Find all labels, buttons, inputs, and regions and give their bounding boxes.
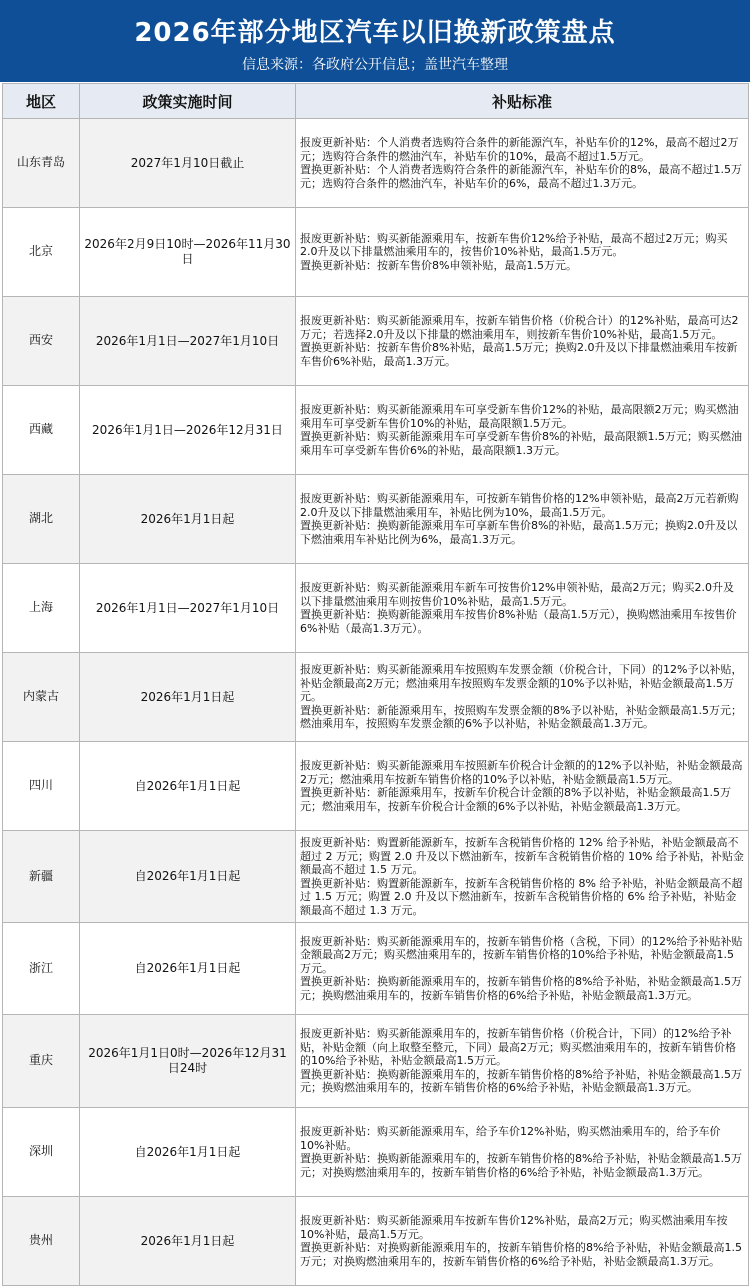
column-header-region: 地区 — [3, 84, 80, 119]
region-cell: 湖北 — [3, 475, 80, 564]
policy-time-cell: 2026年1月1日起 — [80, 653, 296, 742]
replacement-subsidy-text: 置换更新补贴：对换购新能源乘用车的，按新车销售价格的8%给予补贴，补贴金额最高1.5万元；对换购燃油乘用车的，按新车销售价格的6%给予补贴，补贴金额最高1.3万元。 — [300, 1241, 742, 1268]
scrap-subsidy-text: 报废更新补贴：购置新能源新车，按新车含税销售价格的 12% 给予补贴，补贴金额最高不超过 2 万元；购置 2.0 升及以下燃油新车，按新车含税销售价格的 10% 给予补贴，补贴金额最高不超过 1.5 万元。 — [300, 836, 744, 876]
replacement-subsidy-text: 置换更新补贴：购置新能源新车，按新车含税销售价格的 8% 给予补贴，补贴金额最高不超过 1.5 万元；购置 2.0 升及以下燃油新车，按新车含税销售价格的 6% 给予补贴，补贴金额最高不超过 1.3 万元。 — [300, 876, 743, 917]
replacement-subsidy-text: 置换更新补贴：换购新能源乘用车的，按新车销售价格的8%给予补贴，补贴金额最高1.5万元；换购燃油乘用车的，按新车销售价格的6%给予补贴，补贴金额最高1.3万元。 — [300, 975, 742, 1002]
subsidy-standard-cell — [296, 1108, 749, 1197]
scrap-subsidy-text: 报废更新补贴：购买新能源乘用车按照购车发票金额（价税合计，下同）的12%予以补贴，补贴金额最高2万元；燃油乘用车按照购车发票金额的10%予以补贴，补贴金额最高1.5万元。 — [300, 663, 743, 704]
replacement-subsidy-text: 置换更新补贴：换购新能源乘用车按售价8%补贴（最高1.5万元），换购燃油乘用车按售价6%补贴（最高1.3万元）。 — [300, 608, 737, 635]
policy-time-cell: 2026年1月1日—2027年1月10日 — [80, 564, 296, 653]
subsidy-standard-cell — [296, 475, 749, 564]
replacement-subsidy-text: 置换更新补贴：新能源乘用车，按新车价税合计金额的8%予以补贴，补贴金额最高1.5万元；燃油乘用车，按新车价税合计金额的6%予以补贴，补贴金额最高1.3万元。 — [300, 786, 731, 813]
region-cell: 贵州 — [3, 1197, 80, 1286]
page-header — [0, 0, 750, 82]
policy-time-cell: 2026年1月1日—2026年12月31日 — [80, 386, 296, 475]
replacement-subsidy-text: 置换更新补贴：换购新能源乘用车可享新车售价8%的补贴，最高1.5万元；换购2.0升及以下燃油乘用车补贴比例为6%，最高1.3万元。 — [300, 519, 738, 546]
policy-time-cell: 自2026年1月1日起 — [80, 1108, 296, 1197]
region-cell: 上海 — [3, 564, 80, 653]
subsidy-standard-cell — [296, 1015, 749, 1108]
policy-time-cell: 2026年1月1日起 — [80, 1197, 296, 1286]
subsidy-standard-cell — [296, 1197, 749, 1286]
replacement-subsidy-text: 置换更新补贴：换购新能源乘用车的，按新车销售价格的8%给予补贴，补贴金额最高1.5万元；换购燃油乘用车的，按新车销售价格的6%给予补贴，补贴金额最高1.3万元。 — [300, 1067, 742, 1095]
scrap-subsidy-text: 报废更新补贴：购买新能源乘用车的，按新车销售价格（价税合计，下同）的12%给予补贴，补贴金额（向上取整至整元，下同）最高2万元；购买燃油乘用车的，按新车销售价格的10%给予补贴，补贴金额最高1.5万元。 — [300, 1027, 736, 1068]
scrap-subsidy-text: 报废更新补贴：个人消费者选购符合条件的新能源汽车，补贴车价的12%，最高不超过2万元；选购符合条件的燃油汽车，补贴车价的10%，最高不超过1.5万元。 — [300, 136, 739, 163]
policy-time-cell: 自2026年1月1日起 — [80, 923, 296, 1015]
subsidy-standard-cell — [296, 208, 749, 297]
region-cell: 山东青岛 — [3, 119, 80, 208]
policy-time-cell: 自2026年1月1日起 — [80, 831, 296, 923]
table-row — [3, 564, 749, 653]
policy-time-cell: 自2026年1月1日起 — [80, 742, 296, 831]
table-row — [3, 119, 749, 208]
region-cell: 新疆 — [3, 831, 80, 923]
replacement-subsidy-text: 置换更新补贴：新能源乘用车，按照购车发票金额的8%予以补贴，补贴金额最高1.5万元；燃油乘用车，按照购车发票金额的6%予以补贴，补贴金额最高1.3万元。 — [300, 703, 742, 731]
subsidy-standard-cell — [296, 653, 749, 742]
subsidy-standard-cell — [296, 119, 749, 208]
table-row — [3, 475, 749, 564]
table-row — [3, 208, 749, 297]
region-cell: 四川 — [3, 742, 80, 831]
policy-time-cell: 2026年1月1日—2027年1月10日 — [80, 297, 296, 386]
subsidy-standard-cell — [296, 742, 749, 831]
table-row — [3, 653, 749, 742]
policy-time-cell: 2026年1月1日0时—2026年12月31日24时 — [80, 1015, 296, 1108]
scrap-subsidy-text: 报废更新补贴：购买新能源乘用车新车可按售价12%申领补贴，最高2万元；购买2.0升及以下排量燃油乘用车则按售价10%补贴，最高1.5万元。 — [300, 581, 734, 608]
source-note: 信息来源：各政府公开信息；盖世汽车整理 — [242, 57, 508, 73]
replacement-subsidy-text: 置换更新补贴：换购新能源乘用车的，按新车销售价格的8%给予补贴，补贴金额最高1.5万元；对换购燃油乘用车的，按新车销售价格的6%给予补贴，补贴金额最高1.3万元。 — [300, 1152, 742, 1179]
region-cell: 西藏 — [3, 386, 80, 475]
scrap-subsidy-text: 报废更新补贴：购买新能源乘用车，按新车售价12%给予补贴，最高不超过2万元；购买2.0升及以下排量燃油乘用车的，按售价10%补贴，最高1.5万元。 — [300, 231, 728, 259]
region-cell: 北京 — [3, 208, 80, 297]
page-title: 2026年部分地区汽车以旧换新政策盘点 — [134, 18, 616, 48]
table-header-row — [3, 84, 749, 119]
subsidy-standard-cell — [296, 923, 749, 1015]
table-row — [3, 923, 749, 1015]
table-row — [3, 742, 749, 831]
scrap-subsidy-text: 报废更新补贴：购买新能源乘用车，按新车销售价格（价税合计）的12%补贴，最高可达2万元；若选择2.0升及以下排量的燃油乘用车，则按新车售价10%补贴，最高1.5万元。 — [300, 314, 739, 341]
table-row — [3, 1015, 749, 1108]
table-row — [3, 1108, 749, 1197]
policy-time-cell: 2026年2月9日10时—2026年11月30日 — [80, 208, 296, 297]
replacement-subsidy-text: 置换更新补贴：个人消费者选购符合条件的新能源汽车，补贴车价的8%，最高不超过1.5万元；选购符合条件的燃油汽车，补贴车价的6%，最高不超过1.3万元。 — [300, 163, 742, 190]
scrap-subsidy-text: 报废更新补贴：购买新能源乘用车可享受新车售价12%的补贴，最高限额2万元；购买燃油乘用车可享受新车售价10%的补贴，最高限额1.5万元。 — [300, 403, 739, 430]
scrap-subsidy-text: 报废更新补贴：购买新能源乘用车，可按新车销售价格的12%申领补贴，最高2万元若新购2.0升及以下排量燃油乘用车，补贴比例为10%，最高1.5万元。 — [300, 492, 739, 519]
table-row — [3, 831, 749, 923]
column-header-time: 政策实施时间 — [80, 84, 296, 119]
region-cell: 西安 — [3, 297, 80, 386]
replacement-subsidy-text: 置换更新补贴：购买新能源乘用车可享受新车售价8%的补贴，最高限额1.5万元；购买燃油乘用车可享受新车售价6%的补贴，最高限额1.3万元。 — [300, 430, 742, 457]
column-header-standard: 补贴标准 — [296, 84, 749, 119]
subsidy-standard-cell — [296, 831, 749, 923]
subsidy-standard-cell — [296, 564, 749, 653]
scrap-subsidy-text: 报废更新补贴：购买新能源乘用车按照新车价税合计金额的的12%予以补贴，补贴金额最高2万元；燃油乘用车按新车销售价格的10%予以补贴，补贴金额最高1.5万元。 — [300, 759, 743, 786]
policy-time-cell: 2027年1月10日截止 — [80, 119, 296, 208]
region-cell: 内蒙古 — [3, 653, 80, 742]
replacement-subsidy-text: 置换更新补贴：按新车售价8%补贴，最高1.5万元；换购2.0升及以下排量燃油乘用车按新车售价6%补贴，最高1.3万元。 — [300, 341, 738, 368]
region-cell: 浙江 — [3, 923, 80, 1015]
subsidy-standard-cell — [296, 386, 749, 475]
region-cell: 重庆 — [3, 1015, 80, 1108]
scrap-subsidy-text: 报废更新补贴：购买新能源乘用车按新车售价12%补贴，最高2万元；购买燃油乘用车按10%补贴，最高1.5万元。 — [300, 1214, 728, 1241]
subsidy-standard-cell — [296, 297, 749, 386]
scrap-subsidy-text: 报废更新补贴：购买新能源乘用车的，按新车销售价格（含税，下同）的12%给予补贴补贴金额最高2万元；购买燃油乘用车的，按新车销售价格的10%给予补贴，补贴金额最高1.5万元。 — [300, 934, 743, 975]
table-row — [3, 1197, 749, 1286]
scrap-subsidy-text: 报废更新补贴：购买新能源乘用车，给予车价12%补贴，购买燃油乘用车的，给予车价10%补贴。 — [300, 1125, 721, 1152]
policy-table — [2, 83, 749, 1286]
region-cell: 深圳 — [3, 1108, 80, 1197]
table-row — [3, 386, 749, 475]
replacement-subsidy-text: 置换更新补贴：按新车售价8%申领补贴，最高1.5万元。 — [300, 258, 577, 272]
policy-time-cell: 2026年1月1日起 — [80, 475, 296, 564]
table-row — [3, 297, 749, 386]
